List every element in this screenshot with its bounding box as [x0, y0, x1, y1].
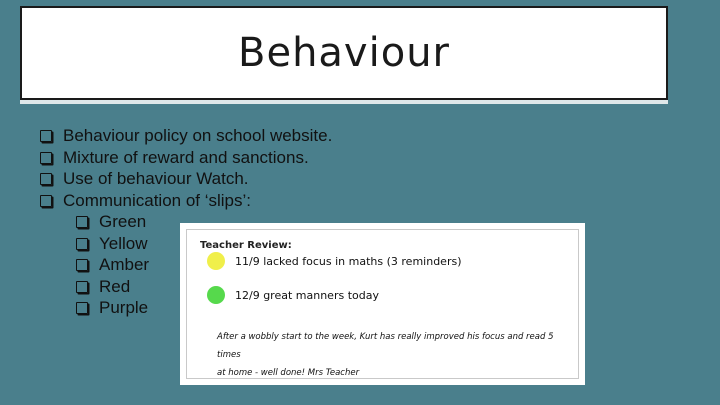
checkbox-bullet-icon — [76, 216, 88, 228]
bullet-item: Communication of ‘slips’: — [40, 190, 332, 212]
slide-title: Behaviour — [238, 30, 450, 76]
bullet-item: Mixture of reward and sanctions. — [40, 147, 332, 169]
sub-bullet-amber: Amber — [40, 254, 332, 276]
review-heading: Teacher Review: — [200, 240, 292, 251]
sub-bullet-yellow: Yellow — [40, 233, 332, 255]
review-frame — [186, 229, 579, 379]
checkbox-bullet-icon — [76, 302, 88, 314]
teacher-review-image — [180, 223, 585, 385]
bullet-item: Use of behaviour Watch. — [40, 168, 332, 190]
checkbox-bullet-icon — [76, 238, 88, 250]
checkbox-bullet-icon — [76, 281, 88, 293]
green-dot-icon — [207, 286, 225, 304]
review-entry: 12/9 great manners today — [207, 286, 379, 304]
sub-bullet-purple: Purple — [40, 297, 332, 319]
checkbox-bullet-icon — [40, 173, 52, 185]
sub-bullet-green: Green — [40, 211, 332, 233]
sub-bullet-red: Red — [40, 276, 332, 298]
yellow-dot-icon — [207, 252, 225, 270]
teacher-comment: After a wobbly start to the week, Kurt has really improved his focus and read 5 times at home - well done! Mrs Teacher — [217, 332, 554, 378]
title-box — [20, 6, 668, 100]
checkbox-bullet-icon — [40, 195, 52, 207]
checkbox-bullet-icon — [76, 259, 88, 271]
bullet-item: Behaviour policy on school website. — [40, 125, 332, 147]
review-entry: 11/9 lacked focus in maths (3 reminders) — [207, 252, 461, 270]
checkbox-bullet-icon — [40, 130, 52, 142]
checkbox-bullet-icon — [40, 152, 52, 164]
